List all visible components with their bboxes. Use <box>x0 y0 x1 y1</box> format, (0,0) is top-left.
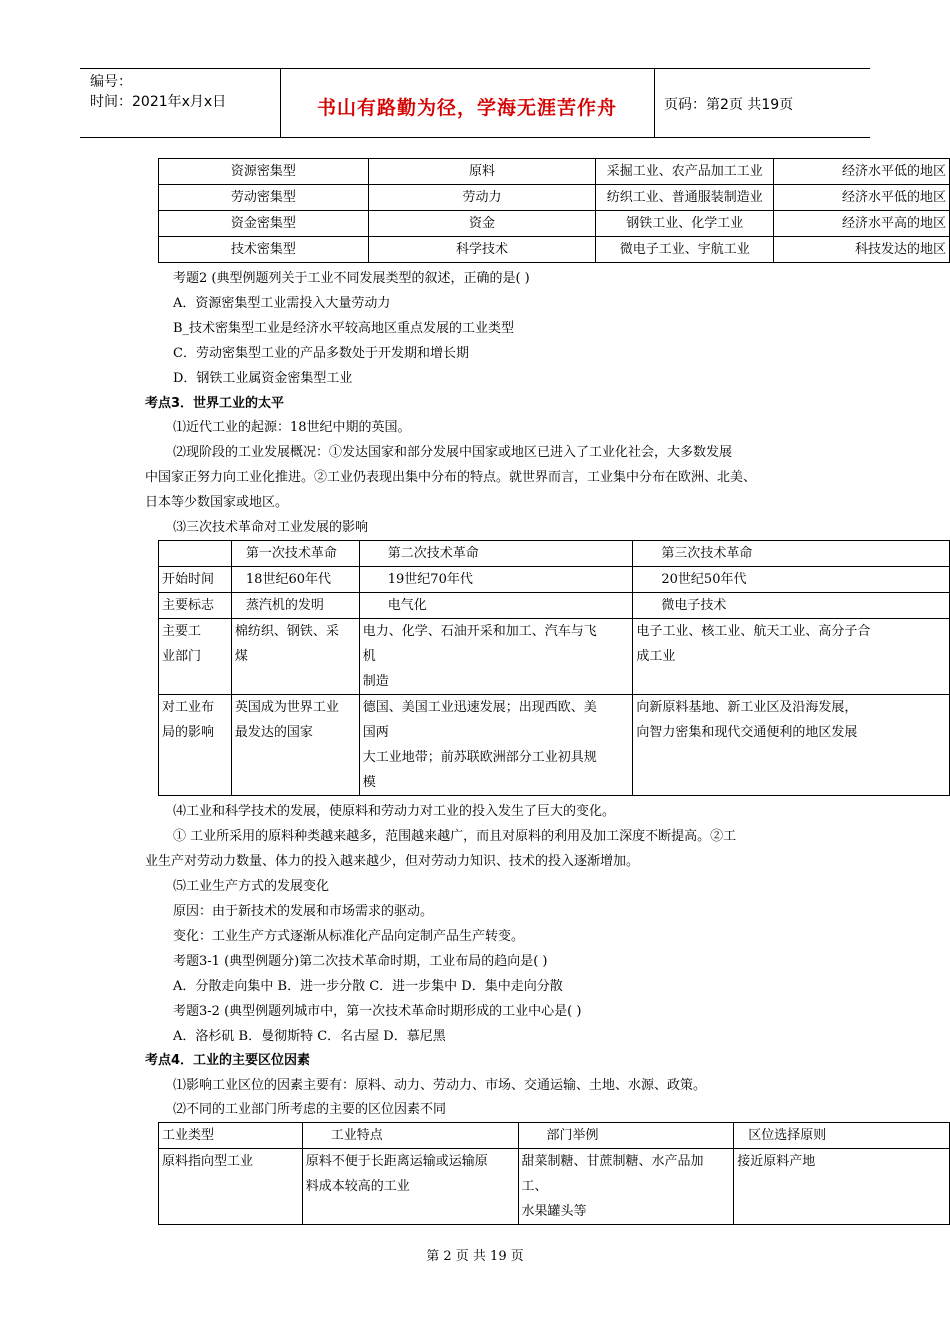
header-page-number: 页码：第2页 共19页 <box>664 97 794 113</box>
table-cell <box>231 695 359 796</box>
table-cell <box>159 541 232 567</box>
table-cell: 工业特点 <box>302 1123 518 1149</box>
table-cell: 纺织工业、普通服装制造业 <box>596 185 774 211</box>
paragraph: ⑴近代工业的起源：18世纪中期的英国。 <box>173 420 411 435</box>
cell-line: 成工业 <box>636 649 676 664</box>
option-a: A．资源密集型工业需投入大量劳动力 <box>173 296 391 311</box>
header-id: 编号： <box>90 74 132 90</box>
cell-line: 主要工 <box>162 624 202 639</box>
section-title: 考点3．世界工业的太平 <box>145 396 285 411</box>
header-time: 时间：2021年x月x日 <box>90 94 227 110</box>
table-cell: 科学技术 <box>368 237 596 263</box>
question-options: A．分散走向集中 B．进一步分散 C．进一步集中 D．集中走向分散 <box>173 979 563 994</box>
table-cell <box>159 695 232 796</box>
industry-type-table <box>158 158 950 263</box>
table-cell: 微电子工业、宇航工业 <box>596 237 774 263</box>
page-header <box>80 68 870 138</box>
table-row <box>159 159 950 185</box>
cell-line: 最发达的国家 <box>234 725 313 740</box>
table-row <box>159 1123 950 1149</box>
question-options: A．洛杉矶 B．曼彻斯特 C．名古屋 D．慕尼黑 <box>173 1029 446 1044</box>
table-cell: 开始时间 <box>159 567 232 593</box>
cell-line: 英国成为世界工业 <box>234 700 339 715</box>
cell-line: 大工业地带；前苏联欧洲部分工业初具规 <box>362 750 597 765</box>
paragraph: 变化：工业生产方式逐渐从标准化产品向定制产品生产转变。 <box>173 929 525 944</box>
question-stem: 考题3-2 (典型例题列城市中，第一次技术革命时期形成的工业中心是( ) <box>173 1004 582 1019</box>
cell-line: 德国、美国工业迅速发展；出现西欧、美 <box>362 700 597 715</box>
paragraph: ① 工业所采用的原料种类越来越多，范围越来越广，而且对原料的利用及加工深度不断提高。②工 <box>173 829 737 844</box>
paragraph: 业生产对劳动力数量、体力的投入越来越少，但对劳动力知识、技术的投入逐渐增加。 <box>145 854 640 869</box>
table-cell: 第二次技术革命 <box>359 541 633 567</box>
paragraph: 原因：由于新技术的发展和市场需求的驱动。 <box>173 904 434 919</box>
table-cell: 微电子技术 <box>633 593 950 619</box>
table-cell: 原料 <box>368 159 596 185</box>
cell-line: 水果罐头等 <box>521 1204 587 1219</box>
cell-line: 棉纺织、钢铁、采 <box>234 624 339 639</box>
cell-line: 电子工业、核工业、航天工业、高分子合 <box>636 624 871 639</box>
table-cell <box>359 619 633 695</box>
table-cell: 技术密集型 <box>159 237 369 263</box>
table-row <box>159 185 950 211</box>
table-row <box>159 541 950 567</box>
cell-line: 对工业布 <box>162 700 215 715</box>
table-cell: 经济水平高的地区 <box>774 211 950 237</box>
table-cell: 20世纪50年代 <box>633 567 950 593</box>
table-cell: 资金 <box>368 211 596 237</box>
table-cell: 主要标志 <box>159 593 232 619</box>
table-cell: 接近原料产地 <box>734 1149 950 1225</box>
paragraph: 中国家正努力向工业化推进。②工业仍表现出集中分布的特点。就世界而言，工业集中分布在欧洲、北美、 <box>145 470 757 485</box>
cell-line: 业部门 <box>162 649 202 664</box>
cell-line: 原料不便于长距离运输或运输原 <box>305 1154 488 1169</box>
cell-line: 模 <box>362 775 376 790</box>
table-cell <box>633 695 950 796</box>
cell-line: 机 <box>362 649 376 664</box>
paragraph: ⑴影响工业区位的因素主要有：原料、动力、劳动力、市场、交通运输、土地、水源、政策。 <box>173 1078 707 1093</box>
table-cell: 19世纪70年代 <box>359 567 633 593</box>
table-cell <box>159 619 232 695</box>
table-cell: 经济水平低的地区 <box>774 185 950 211</box>
cell-line: 甜菜制糖、甘蔗制糖、水产品加 <box>521 1154 704 1169</box>
table-cell <box>231 619 359 695</box>
table-cell: 劳动密集型 <box>159 185 369 211</box>
option-c: C．劳动密集型工业的产品多数处于开发期和增长期 <box>173 346 469 361</box>
question-stem: 考题2 (典型例题列关于工业不同发展类型的叙述，正确的是( ) <box>173 271 530 286</box>
table-cell: 劳动力 <box>368 185 596 211</box>
table-row <box>159 567 950 593</box>
cell-line: 电力、化学、石油开采和加工、汽车与飞 <box>362 624 597 639</box>
cell-line: 向智力密集和现代交通便利的地区发展 <box>636 725 858 740</box>
paragraph: ⑶三次技术革命对工业发展的影响 <box>173 520 369 535</box>
paragraph: ⑷工业和科学技术的发展，使原料和劳动力对工业的投入发生了巨大的变化。 <box>173 804 616 819</box>
table-cell <box>359 695 633 796</box>
table-cell: 电气化 <box>359 593 633 619</box>
table-cell: 工业类型 <box>159 1123 303 1149</box>
option-d: D．钢铁工业属资金密集型工业 <box>173 371 353 386</box>
tech-revolution-table <box>158 540 950 796</box>
table-row <box>159 695 950 796</box>
table-row <box>159 237 950 263</box>
table-cell: 资金密集型 <box>159 211 369 237</box>
cell-line: 局的影响 <box>162 725 215 740</box>
table-cell: 采掘工业、农产品加工工业 <box>596 159 774 185</box>
question-stem: 考题3-1 (典型例题分)第二次技术革命时期，工业布局的趋向是( ) <box>173 954 548 969</box>
table-row <box>159 619 950 695</box>
location-factor-table <box>158 1122 950 1225</box>
option-b: B_技术密集型工业是经济水平较高地区重点发展的工业类型 <box>173 321 515 336</box>
paragraph: ⑵不同的工业部门所考虑的主要的区位因素不同 <box>173 1102 447 1117</box>
table-row <box>159 211 950 237</box>
table-cell: 资源密集型 <box>159 159 369 185</box>
paragraph: ⑵现阶段的工业发展概况：①发达国家和部分发展中国家或地区已进入了工业化社会，大多数发展 <box>173 445 733 460</box>
table-cell: 第三次技术革命 <box>633 541 950 567</box>
cell-line: 煤 <box>234 649 248 664</box>
table-cell: 区位选择原则 <box>734 1123 950 1149</box>
table-cell <box>302 1149 518 1225</box>
table-cell: 经济水平低的地区 <box>774 159 950 185</box>
table-cell <box>633 619 950 695</box>
page-footer: 第 2 页 共 19 页 <box>426 1249 524 1264</box>
cell-line: 国两 <box>362 725 389 740</box>
header-meta <box>90 72 226 112</box>
section-title: 考点4．工业的主要区位因素 <box>145 1053 311 1068</box>
table-cell: 部门举例 <box>518 1123 734 1149</box>
header-motto: 书山有路勤为径，学海无涯苦作舟 <box>316 97 617 119</box>
paragraph: ⑸工业生产方式的发展变化 <box>173 879 330 894</box>
cell-line: 向新原料基地、新工业区及沿海发展， <box>636 700 858 715</box>
table-cell: 钢铁工业、化学工业 <box>596 211 774 237</box>
table-row <box>159 1149 950 1225</box>
header-divider <box>654 69 655 137</box>
paragraph: 日本等少数国家或地区。 <box>145 495 289 510</box>
table-cell: 蒸汽机的发明 <box>231 593 359 619</box>
table-cell: 原料指向型工业 <box>159 1149 303 1225</box>
table-cell <box>518 1149 734 1225</box>
table-row <box>159 593 950 619</box>
cell-line: 料成本较高的工业 <box>305 1179 410 1194</box>
cell-line: 工、 <box>521 1179 548 1194</box>
table-cell: 18世纪60年代 <box>231 567 359 593</box>
table-cell: 科技发达的地区 <box>774 237 950 263</box>
cell-line: 制造 <box>362 674 389 689</box>
table-cell: 第一次技术革命 <box>231 541 359 567</box>
